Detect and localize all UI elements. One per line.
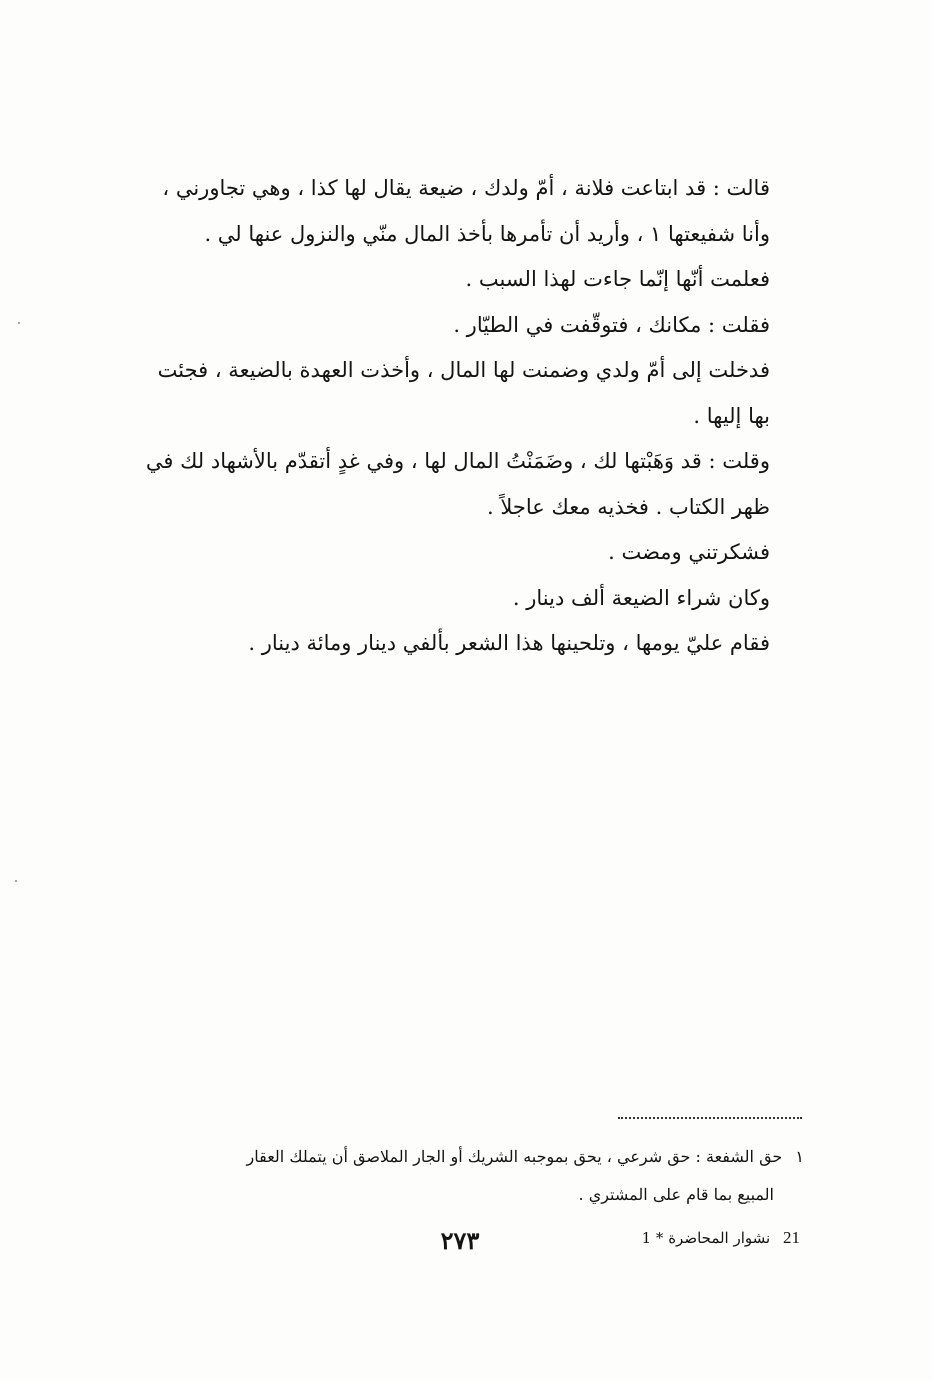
paragraph: وقلت : قد وَهَبْتها لك ، وضَمَنْتُ المال لها ، وفي غدٍ أتقدّم بالأشهاد لك في ظهر الكتاب . فخذيه معك عاجلاً . [145,449,770,519]
main-text [140,166,820,667]
paragraph: وكان شراء الضيعة ألف دينار . [512,585,770,610]
page-number: ٢٧٣ [440,1226,480,1255]
paragraph: قالت : قد ابتاعت فلانة ، أمّ ولدك ، ضيعة يقال لها كذا ، وهي تجاورني ، وأنا شفيعتها ١ ، وأريد أن تأمرها بأخذ المال منّي والنزول عنها لي . [162,176,770,246]
paper-speck [15,880,17,882]
paragraph: فشكرتني ومضت . [608,540,770,564]
paragraph: فقام عليّ يومها ، وتلحينها هذا الشعر بألفي دينار ومائة دينار . [248,631,770,655]
book-title: نشوار المحاضرة * 1 [641,1229,771,1247]
paragraph: فقلت : مكانك ، فتوقّفت في الطيّار . [453,312,770,337]
paragraph: فعلمت أنّها إنّما جاءت لهذا السبب . [465,267,770,291]
sheet-number: 21 [783,1228,800,1247]
footnote-number: ١ [795,1147,804,1166]
footnote-continuation: المبيع بما قام على المشتري . [578,1185,774,1204]
paragraph: فدخلت إلى أمّ ولدي وضمنت لها المال ، وأخذت العهدة بالضيعة ، فجئت بها إليها . [157,358,770,428]
footnote-text: حق الشفعة : حق شرعي ، يحق بموجبه الشريك أو الجار الملاصق أن يتملك العقار [246,1147,783,1166]
footnote [120,1138,804,1214]
printer-signature [560,1228,800,1248]
footnote-divider [618,1117,802,1119]
paper-speck [18,322,20,324]
